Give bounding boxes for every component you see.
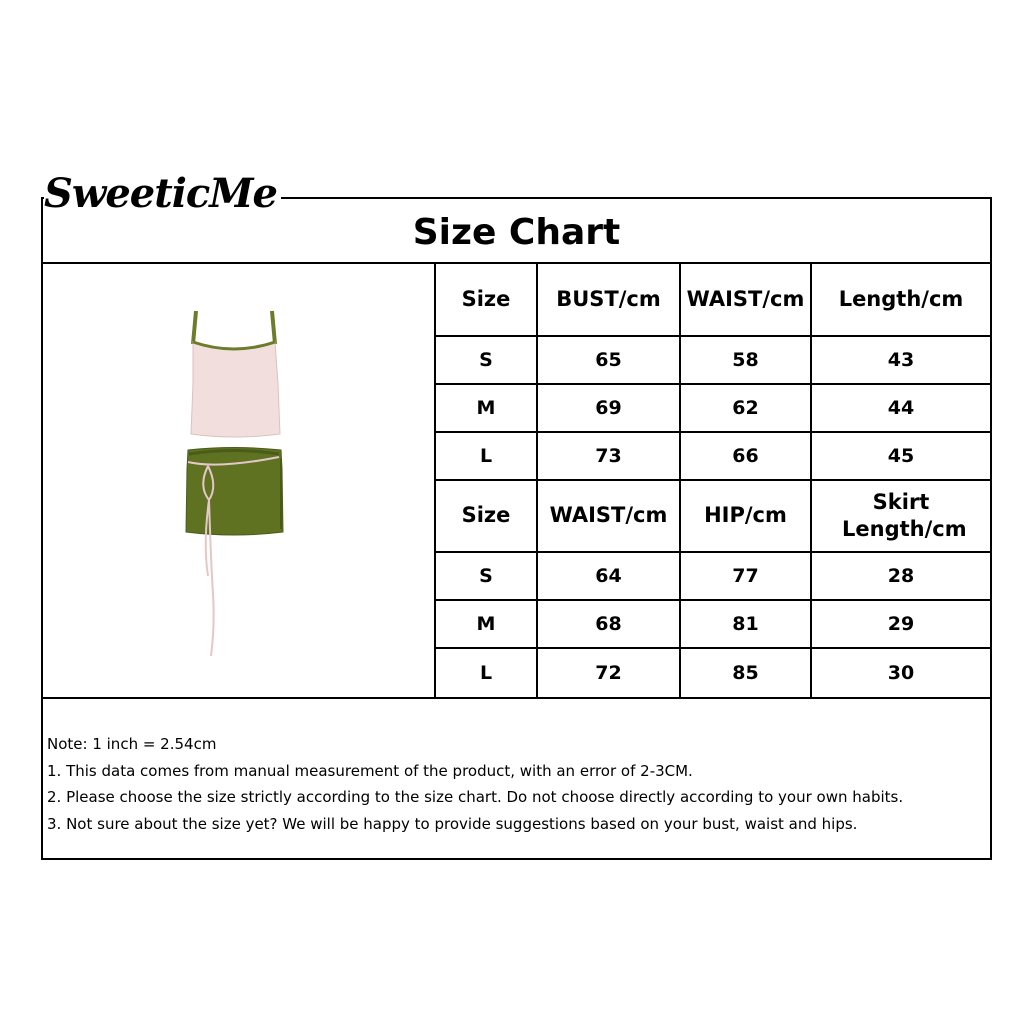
skirt-header-length: Skirt Length/cm — [811, 480, 990, 552]
table-row — [436, 648, 990, 697]
size-cell: M — [436, 600, 537, 648]
note-3: 3. Not sure about the size yet? We will be happy to provide suggestions based on your bust, waist and hips. — [47, 814, 858, 833]
brand-logo: SweeticMe — [44, 168, 281, 220]
bust-cell: 69 — [537, 384, 680, 432]
size-cell: S — [436, 336, 537, 384]
skirt-header-waist: WAIST/cm — [537, 480, 680, 552]
skirt-length-cell: 28 — [811, 552, 990, 600]
note-conversion: Note: 1 inch = 2.54cm — [47, 735, 217, 753]
skirt-table-header — [436, 480, 990, 552]
cami-top-icon — [191, 311, 280, 437]
top-header-waist: WAIST/cm — [680, 264, 811, 336]
length-cell: 44 — [811, 384, 990, 432]
size-cell: M — [436, 384, 537, 432]
skirt-length-cell: 30 — [811, 648, 990, 697]
table-row — [436, 552, 990, 600]
top-table-header — [436, 264, 990, 336]
waist-cell: 58 — [680, 336, 811, 384]
skirt-header-size: Size — [436, 480, 537, 552]
length-cell: 43 — [811, 336, 990, 384]
top-header-bust: BUST/cm — [537, 264, 680, 336]
skirt-length-cell: 29 — [811, 600, 990, 648]
size-cell: L — [436, 432, 537, 480]
table-row — [436, 432, 990, 480]
hip-cell: 81 — [680, 600, 811, 648]
waist-cell: 72 — [537, 648, 680, 697]
waist-cell: 64 — [537, 552, 680, 600]
hip-cell: 85 — [680, 648, 811, 697]
size-cell: L — [436, 648, 537, 697]
bust-cell: 65 — [537, 336, 680, 384]
table-row — [436, 336, 990, 384]
product-image-cell — [43, 264, 436, 697]
page-title: Size Chart — [43, 199, 990, 264]
size-table — [436, 264, 990, 697]
waist-cell: 62 — [680, 384, 811, 432]
size-cell: S — [436, 552, 537, 600]
skirt-header-hip: HIP/cm — [680, 480, 811, 552]
waist-cell: 66 — [680, 432, 811, 480]
notes-section — [43, 697, 990, 858]
product-illustration — [43, 264, 436, 697]
top-header-size: Size — [436, 264, 537, 336]
note-2: 2. Please choose the size strictly according to the size chart. Do not choose directly according to your own habits. — [47, 788, 904, 806]
length-cell: 45 — [811, 432, 990, 480]
top-header-length: Length/cm — [811, 264, 990, 336]
hip-cell: 77 — [680, 552, 811, 600]
waist-cell: 68 — [537, 600, 680, 648]
size-chart-sheet — [41, 197, 992, 860]
bust-cell: 73 — [537, 432, 680, 480]
table-row — [436, 600, 990, 648]
table-row — [436, 384, 990, 432]
note-1: 1. This data comes from manual measurement of the product, with an error of 2-3CM. — [47, 761, 693, 780]
mini-skirt-icon — [186, 448, 283, 657]
